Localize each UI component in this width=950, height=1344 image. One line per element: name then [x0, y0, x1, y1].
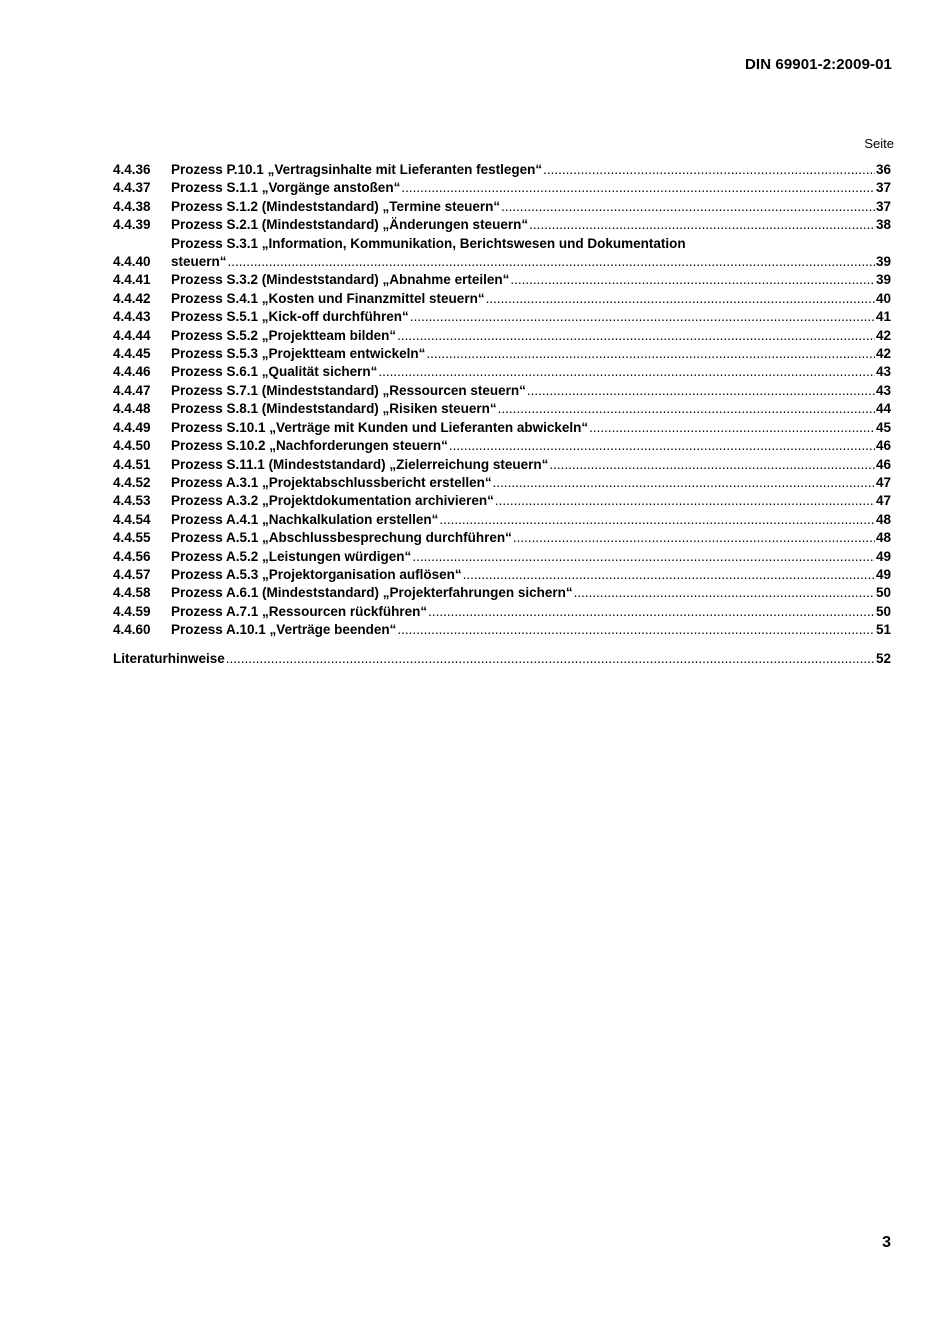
- toc-entry-leader: [574, 584, 875, 602]
- toc-entry-body: [171, 400, 891, 418]
- table-of-contents: [113, 161, 891, 668]
- toc-entry-line: [171, 419, 891, 437]
- toc-entry[interactable]: [113, 566, 891, 584]
- toc-entry[interactable]: [113, 621, 891, 639]
- toc-entry[interactable]: [113, 419, 891, 437]
- toc-entry-body: [171, 548, 891, 566]
- toc-entry-leader: [426, 345, 875, 363]
- toc-entry-line: [171, 511, 891, 529]
- toc-entry[interactable]: [113, 603, 891, 621]
- toc-entry-line: [171, 456, 891, 474]
- toc-entry-number: 4.4.44: [113, 327, 151, 343]
- toc-entry-title: Prozess S.6.1 „Qualität sichern“: [171, 364, 378, 380]
- toc-entry-leader: [428, 603, 875, 621]
- toc-entry-leader: [498, 400, 875, 418]
- toc-entry-leader: [412, 548, 875, 566]
- toc-entry-body: [171, 511, 891, 529]
- toc-entry-number: 4.4.46: [113, 364, 151, 380]
- toc-entry-number: 4.4.37: [113, 180, 151, 196]
- toc-entry-leader: [463, 566, 875, 584]
- toc-entry-page: 39: [875, 272, 891, 288]
- toc-entry-number: 4.4.57: [113, 566, 151, 582]
- toc-entry-title: Prozess A.5.1 „Abschlussbesprechung durchführen“: [171, 530, 512, 546]
- toc-entry-title: Prozess A.5.3 „Projektorganisation auflösen“: [171, 566, 462, 582]
- toc-entry-page: 36: [875, 162, 891, 177]
- toc-entry-body: [171, 198, 891, 216]
- toc-entry-body: [171, 216, 891, 234]
- toc-entry-line: [171, 161, 891, 179]
- toc-entry-line: [171, 345, 891, 363]
- toc-entry-leader: [501, 198, 875, 216]
- toc-entry-number: 4.4.48: [113, 401, 151, 417]
- toc-entry-page: 50: [875, 603, 891, 619]
- toc-entry-line: [171, 271, 891, 289]
- toc-entry-page: 38: [875, 217, 891, 233]
- toc-entry[interactable]: [113, 363, 891, 381]
- toc-entry-number: 4.4.59: [113, 603, 151, 619]
- toc-entry[interactable]: [113, 161, 891, 179]
- toc-entry-body: [171, 363, 891, 381]
- toc-entry-number: 4.4.38: [113, 198, 151, 214]
- toc-entry-body: [171, 327, 891, 345]
- toc-entry-number: 4.4.45: [113, 346, 151, 362]
- toc-entry-page: 51: [875, 622, 891, 638]
- toc-entry-title: Prozess S.5.2 „Projektteam bilden“: [171, 327, 397, 343]
- toc-entry-title: Prozess S.10.1 „Verträge mit Kunden und Lieferanten abwickeln“: [171, 419, 589, 435]
- toc-entry-body: [171, 382, 891, 400]
- toc-entry-title: Prozess S.11.1 (Mindeststandard) „Zielerreichung steuern“: [171, 456, 549, 472]
- toc-entry-leader: [493, 474, 875, 492]
- toc-entry-title: Prozess A.10.1 „Verträge beenden“: [171, 622, 397, 638]
- toc-entry-line: [171, 382, 891, 400]
- toc-entry-number: 4.4.55: [113, 530, 151, 546]
- toc-entry-body: [171, 345, 891, 363]
- toc-entry-number: 4.4.40: [113, 254, 151, 270]
- toc-entry-leader: [401, 179, 875, 197]
- toc-entry-body: [171, 456, 891, 474]
- toc-entry-title: Prozess S.5.1 „Kick-off durchführen“: [171, 309, 409, 325]
- toc-entry-title: Prozess S.5.3 „Projektteam entwickeln“: [171, 346, 426, 362]
- toc-entry-number: 4.4.39: [113, 217, 151, 233]
- toc-entry-title: Prozess S.10.2 „Nachforderungen steuern“: [171, 438, 448, 454]
- toc-entry-line: [171, 198, 891, 216]
- toc-entry-title: Prozess S.2.1 (Mindeststandard) „Änderungen steuern“: [171, 217, 529, 233]
- toc-entry-page: 49: [875, 548, 891, 564]
- toc-entry-number: 4.4.60: [113, 622, 151, 638]
- toc-entry-body: [171, 179, 891, 197]
- toc-entry-leader: [549, 456, 875, 474]
- toc-entry-page: 48: [875, 530, 891, 546]
- toc-entry-line: [171, 290, 891, 308]
- toc-entry[interactable]: [113, 345, 891, 363]
- toc-entry[interactable]: [113, 456, 891, 474]
- toc-entry-page: 40: [875, 290, 891, 306]
- toc-entry-line: [171, 308, 891, 326]
- toc-entry-number: 4.4.42: [113, 290, 151, 306]
- toc-entry-leader: [529, 216, 875, 234]
- toc-entry-body: [171, 529, 891, 547]
- toc-entry-line: [171, 603, 891, 621]
- toc-entry-title: Prozess A.6.1 (Mindeststandard) „Projekterfahrungen sichern“: [171, 585, 573, 601]
- toc-entry-page: 47: [875, 474, 891, 490]
- toc-entry[interactable]: [113, 290, 891, 308]
- toc-entry-body: [171, 474, 891, 492]
- toc-entry-page: 42: [875, 327, 891, 343]
- toc-entry-page: 46: [875, 438, 891, 454]
- toc-entry-title: Literaturhinweise: [113, 650, 225, 666]
- toc-entry-line: [171, 253, 891, 271]
- toc-entry-page: 43: [875, 364, 891, 380]
- toc-entry-body: [171, 161, 891, 179]
- toc-spacer: [113, 640, 891, 650]
- toc-entry[interactable]: [113, 382, 891, 400]
- toc-entry-leader: [589, 419, 875, 437]
- toc-entry-page: 46: [875, 456, 891, 472]
- toc-entry-body: [171, 492, 891, 510]
- toc-entry-leader: [495, 492, 875, 510]
- toc-entry-number: 4.4.43: [113, 309, 151, 325]
- toc-entry-body: [171, 566, 891, 584]
- toc-entry-line: [171, 492, 891, 510]
- toc-entry-leader: [449, 437, 875, 455]
- toc-entry-leader: [397, 327, 875, 345]
- toc-entry-title: Prozess P.10.1 „Vertragsinhalte mit Lieferanten festlegen“: [171, 162, 543, 177]
- toc-entry[interactable]: [113, 474, 891, 492]
- toc-entry-page: 39: [875, 254, 891, 270]
- toc-entry-body: [171, 419, 891, 437]
- toc-entry-page: 47: [875, 493, 891, 509]
- toc-entry-page: 37: [875, 180, 891, 196]
- toc-entry-body: [171, 290, 891, 308]
- toc-entry-title: Prozess A.4.1 „Nachkalkulation erstellen“: [171, 511, 439, 527]
- toc-entry-page: 44: [875, 401, 891, 417]
- toc-entry-line: [171, 584, 891, 602]
- toc-entry-number: 4.4.41: [113, 272, 151, 288]
- toc-entry-page: 49: [875, 566, 891, 582]
- toc-entry-line: [171, 216, 891, 234]
- toc-entry-leader: [226, 650, 875, 668]
- toc-entry-page: 50: [875, 585, 891, 601]
- toc-entry-title: Prozess A.5.2 „Leistungen würdigen“: [171, 548, 412, 564]
- toc-entry-body: [171, 235, 891, 272]
- toc-entry-line: [171, 363, 891, 381]
- toc-entry[interactable]: [113, 492, 891, 510]
- toc-entry-line: [171, 179, 891, 197]
- toc-entry-line: [171, 400, 891, 418]
- toc-entry-title: Prozess S.1.1 „Vorgänge anstoßen“: [171, 180, 401, 196]
- toc-entry[interactable]: [113, 235, 891, 272]
- seite-label: Seite: [864, 136, 894, 151]
- toc-entry-number: 4.4.54: [113, 511, 151, 527]
- page-number: 3: [882, 1234, 891, 1251]
- toc-entry-number: 4.4.49: [113, 419, 151, 435]
- toc-entry-number: 4.4.47: [113, 382, 151, 398]
- toc-entry-leader: [397, 621, 875, 639]
- toc-entry-page: 48: [875, 511, 891, 527]
- toc-entry[interactable]: [113, 529, 891, 547]
- doc-id: DIN 69901-2:2009-01: [745, 56, 892, 73]
- toc-entry-title: Prozess S.7.1 (Mindeststandard) „Ressourcen steuern“: [171, 382, 526, 398]
- toc-entry-line: [171, 529, 891, 547]
- toc-entry[interactable]: [113, 216, 891, 234]
- toc-entry[interactable]: [113, 308, 891, 326]
- toc-entry-line: [171, 474, 891, 492]
- toc-entry-leader: [378, 363, 875, 381]
- toc-entry-page: 43: [875, 382, 891, 398]
- toc-entry-body: [171, 621, 891, 639]
- toc-entry[interactable]: [113, 548, 891, 566]
- toc-entry-page: 37: [875, 198, 891, 214]
- toc-entry-line: [171, 327, 891, 345]
- toc-entry-page: 42: [875, 346, 891, 362]
- toc-entry-title: Prozess A.3.2 „Projektdokumentation archivieren“: [171, 493, 494, 509]
- toc-entry-page: 45: [875, 419, 891, 435]
- toc-entry[interactable]: [113, 179, 891, 197]
- toc-entry-line: [171, 566, 891, 584]
- toc-entry-literature[interactable]: [113, 650, 891, 668]
- toc-entry-title: steuern“: [171, 254, 227, 270]
- toc-entry-title: Prozess A.3.1 „Projektabschlussbericht erstellen“: [171, 474, 492, 490]
- toc-entry[interactable]: [113, 198, 891, 216]
- toc-entry-leader: [543, 161, 875, 179]
- toc-entry-number: 4.4.58: [113, 585, 151, 601]
- toc-entry-title: Prozess S.1.2 (Mindeststandard) „Termine steuern“: [171, 198, 501, 214]
- toc-entry-number: 4.4.50: [113, 438, 151, 454]
- toc-entry[interactable]: [113, 271, 891, 289]
- toc-entry-page: 52: [875, 650, 891, 666]
- toc-entry[interactable]: [113, 400, 891, 418]
- toc-entry-body: [171, 308, 891, 326]
- toc-entry[interactable]: [113, 437, 891, 455]
- toc-entry-leader: [410, 308, 875, 326]
- toc-entry-title-line1: Prozess S.3.1 „Information, Kommunikation, Berichtswesen und Dokumentation: [171, 235, 686, 251]
- toc-entry-leader: [510, 271, 875, 289]
- toc-entry-line: [171, 437, 891, 455]
- toc-entry-leader: [513, 529, 875, 547]
- toc-entry-number: 4.4.52: [113, 474, 151, 490]
- toc-entry-body: [171, 271, 891, 289]
- toc-entry-body: [171, 584, 891, 602]
- toc-entry-title: Prozess S.3.2 (Mindeststandard) „Abnahme erteilen“: [171, 272, 510, 288]
- toc-entry-body: [171, 437, 891, 455]
- toc-entry-leader: [486, 290, 875, 308]
- toc-entry[interactable]: [113, 584, 891, 602]
- toc-entry[interactable]: [113, 511, 891, 529]
- toc-entry-leader: [527, 382, 875, 400]
- toc-entry-leader: [439, 511, 875, 529]
- toc-entry-body: [171, 603, 891, 621]
- toc-entry-page: 41: [875, 309, 891, 325]
- toc-entry-line: [171, 548, 891, 566]
- toc-entry-number: 4.4.51: [113, 456, 151, 472]
- toc-entry-leader: [228, 253, 875, 271]
- toc-entry-number: 4.4.56: [113, 548, 151, 564]
- toc-entry[interactable]: [113, 327, 891, 345]
- toc-entry-title: Prozess S.8.1 (Mindeststandard) „Risiken steuern“: [171, 401, 497, 417]
- toc-entry-title: Prozess S.4.1 „Kosten und Finanzmittel steuern“: [171, 290, 485, 306]
- toc-entry-line: [171, 621, 891, 639]
- toc-entry-title: Prozess A.7.1 „Ressourcen rückführen“: [171, 603, 428, 619]
- toc-entry-number: 4.4.53: [113, 493, 151, 509]
- toc-entry-number: 4.4.36: [113, 162, 151, 177]
